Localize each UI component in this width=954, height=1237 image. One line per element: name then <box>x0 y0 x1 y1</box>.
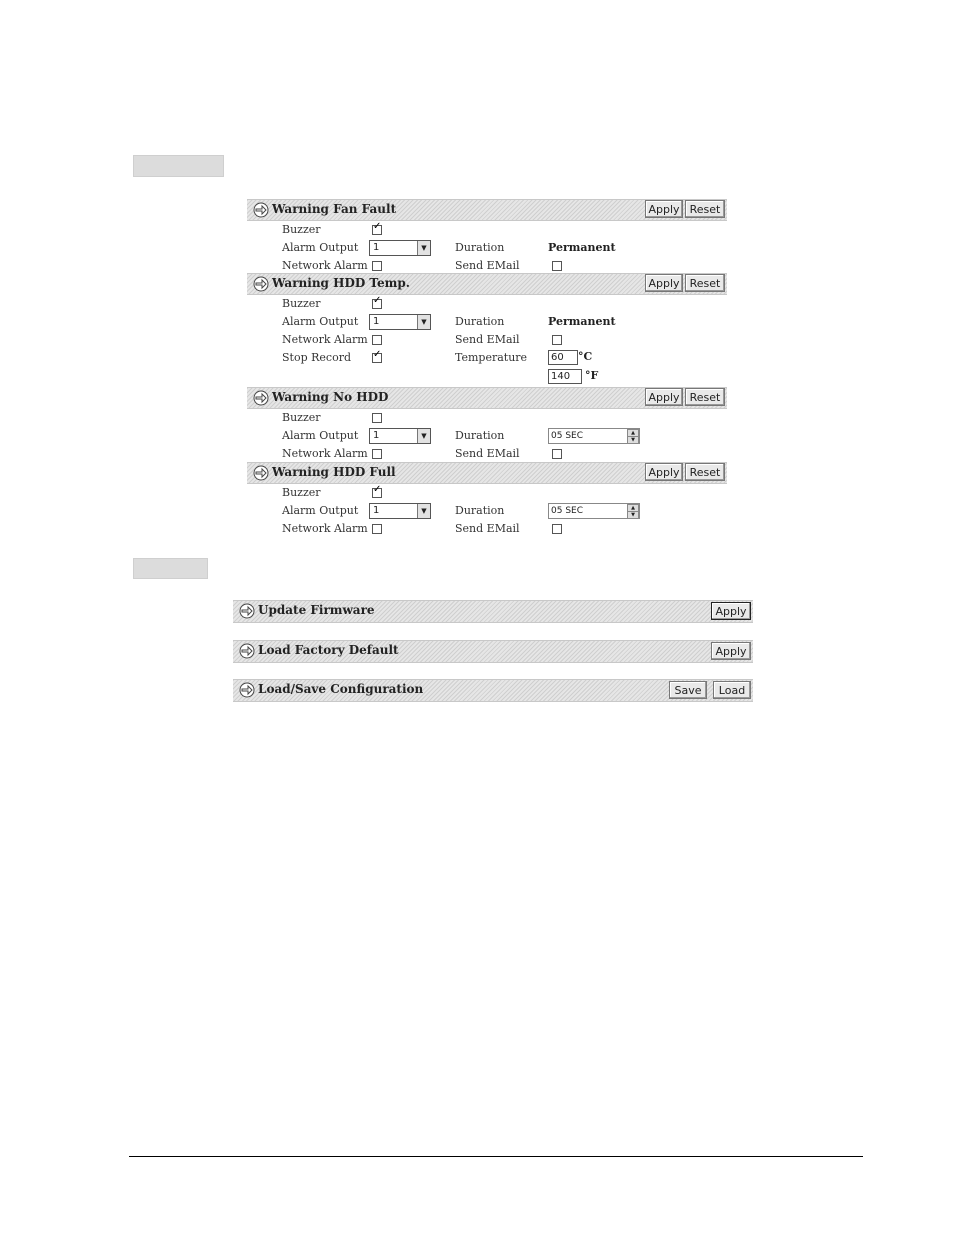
network-alarm-label: Network Alarm <box>282 447 368 460</box>
duration-label: Duration <box>455 315 505 328</box>
alarm-output-label: Alarm Output <box>282 315 359 328</box>
fahrenheit-unit: °F <box>585 369 599 382</box>
panel-header <box>233 679 753 702</box>
check-mark-icon: ✓ <box>373 484 382 495</box>
network-alarm-checkbox[interactable] <box>372 335 382 345</box>
network-alarm-checkbox[interactable] <box>372 261 382 271</box>
panel-header <box>233 640 753 663</box>
buzzer-label: Buzzer <box>282 411 321 424</box>
arrow-right-icon <box>239 643 255 659</box>
section-tag-box-1 <box>133 155 224 177</box>
network-alarm-row <box>247 331 727 349</box>
buzzer-label: Buzzer <box>282 486 321 499</box>
alarm-output-select[interactable] <box>369 503 431 519</box>
panel-title: Load/Save Configuration <box>258 682 424 696</box>
temperature-celsius-input[interactable]: 60 <box>548 350 578 365</box>
network-alarm-row <box>247 445 727 463</box>
select-value: 1 <box>373 316 380 327</box>
stop-record-row <box>247 349 727 367</box>
send-email-checkbox[interactable] <box>552 261 562 271</box>
buzzer-label: Buzzer <box>282 223 321 236</box>
warning-hdd-temp-panel <box>247 273 727 389</box>
duration-value: Permanent <box>548 241 616 254</box>
apply-button[interactable]: Apply <box>711 602 751 620</box>
apply-button[interactable]: Apply <box>645 463 683 481</box>
warning-no-hdd-panel <box>247 387 727 463</box>
panel-title: Warning Fan Fault <box>272 202 397 216</box>
apply-button[interactable]: Apply <box>645 200 683 218</box>
spinner-value: 05 SEC <box>551 431 583 441</box>
panel-header <box>247 273 727 295</box>
arrow-right-icon <box>253 390 269 406</box>
send-email-checkbox[interactable] <box>552 449 562 459</box>
duration-label: Duration <box>455 241 505 254</box>
panel-header <box>247 387 727 409</box>
reset-button[interactable]: Reset <box>685 274 725 292</box>
alarm-output-row <box>247 502 727 520</box>
spinner-value: 05 SEC <box>551 506 583 516</box>
network-alarm-label: Network Alarm <box>282 259 368 272</box>
buzzer-checkbox[interactable] <box>372 413 382 423</box>
alarm-output-select[interactable] <box>369 240 431 256</box>
panel-title: Update Firmware <box>258 603 375 617</box>
arrow-right-icon <box>253 202 269 218</box>
warning-hdd-full-panel <box>247 462 727 538</box>
send-email-checkbox[interactable] <box>552 335 562 345</box>
footer-divider <box>129 1156 863 1157</box>
temperature-label: Temperature <box>455 351 528 364</box>
alarm-output-select[interactable] <box>369 314 431 330</box>
duration-label: Duration <box>455 504 505 517</box>
alarm-output-label: Alarm Output <box>282 429 359 442</box>
buzzer-row <box>247 484 727 502</box>
apply-button[interactable]: Apply <box>711 642 751 660</box>
network-alarm-label: Network Alarm <box>282 333 368 346</box>
duration-value: Permanent <box>548 315 616 328</box>
chevron-down-icon: ▼ <box>417 241 430 255</box>
network-alarm-row <box>247 520 727 538</box>
panel-header <box>247 462 727 484</box>
duration-spinner[interactable] <box>548 503 640 519</box>
reset-button[interactable]: Reset <box>685 200 725 218</box>
spin-up-icon[interactable]: ▲ <box>627 504 639 512</box>
network-alarm-checkbox[interactable] <box>372 524 382 534</box>
network-alarm-label: Network Alarm <box>282 522 368 535</box>
panel-header <box>247 199 727 221</box>
load-factory-default-panel <box>233 640 753 663</box>
reset-button[interactable]: Reset <box>685 463 725 481</box>
network-alarm-checkbox[interactable] <box>372 449 382 459</box>
chevron-down-icon: ▼ <box>417 315 430 329</box>
duration-label: Duration <box>455 429 505 442</box>
send-email-label: Send EMail <box>455 259 520 272</box>
chevron-down-icon: ▼ <box>417 504 430 518</box>
send-email-label: Send EMail <box>455 522 520 535</box>
apply-button[interactable]: Apply <box>645 388 683 406</box>
select-value: 1 <box>373 242 380 253</box>
send-email-label: Send EMail <box>455 333 520 346</box>
alarm-output-row <box>247 427 727 445</box>
select-value: 1 <box>373 430 380 441</box>
buzzer-row <box>247 221 727 239</box>
buzzer-row <box>247 295 727 313</box>
send-email-checkbox[interactable] <box>552 524 562 534</box>
arrow-right-icon <box>253 276 269 292</box>
panel-title: Warning HDD Full <box>272 465 396 479</box>
warning-fan-fault-panel <box>247 199 727 275</box>
arrow-right-icon <box>253 465 269 481</box>
select-value: 1 <box>373 505 380 516</box>
reset-button[interactable]: Reset <box>685 388 725 406</box>
panel-title: Warning HDD Temp. <box>272 276 410 290</box>
stop-record-checkbox[interactable] <box>372 349 382 363</box>
spin-down-icon[interactable]: ▼ <box>627 436 639 444</box>
check-mark-icon: ✓ <box>373 221 382 232</box>
temperature-fahrenheit-row <box>247 367 727 389</box>
celsius-unit: °C <box>578 350 593 363</box>
buzzer-label: Buzzer <box>282 297 321 310</box>
section-tag-box-2 <box>133 558 208 579</box>
load-save-configuration-panel <box>233 679 753 702</box>
buzzer-checkbox[interactable] <box>372 221 382 235</box>
panel-title: Warning No HDD <box>272 390 389 404</box>
buzzer-checkbox[interactable] <box>372 484 382 498</box>
panel-title: Load Factory Default <box>258 643 399 657</box>
alarm-output-label: Alarm Output <box>282 504 359 517</box>
arrow-right-icon <box>239 682 255 698</box>
chevron-down-icon: ▼ <box>417 429 430 443</box>
alarm-output-row <box>247 239 727 257</box>
stop-record-label: Stop Record <box>282 351 351 364</box>
alarm-output-select[interactable] <box>369 428 431 444</box>
send-email-label: Send EMail <box>455 447 520 460</box>
spin-down-icon[interactable]: ▼ <box>627 511 639 519</box>
check-mark-icon: ✓ <box>373 295 382 306</box>
arrow-right-icon <box>239 603 255 619</box>
spin-up-icon[interactable]: ▲ <box>627 429 639 437</box>
save-button[interactable]: Save <box>669 681 707 699</box>
update-firmware-panel <box>233 600 753 623</box>
load-button[interactable]: Load <box>713 681 751 699</box>
apply-button[interactable]: Apply <box>645 274 683 292</box>
alarm-output-label: Alarm Output <box>282 241 359 254</box>
buzzer-checkbox[interactable] <box>372 295 382 309</box>
temperature-fahrenheit-input[interactable]: 140 <box>548 369 582 384</box>
alarm-output-row <box>247 313 727 331</box>
duration-spinner[interactable] <box>548 428 640 444</box>
panel-header <box>233 600 753 623</box>
buzzer-row <box>247 409 727 427</box>
check-mark-icon: ✓ <box>373 349 382 360</box>
